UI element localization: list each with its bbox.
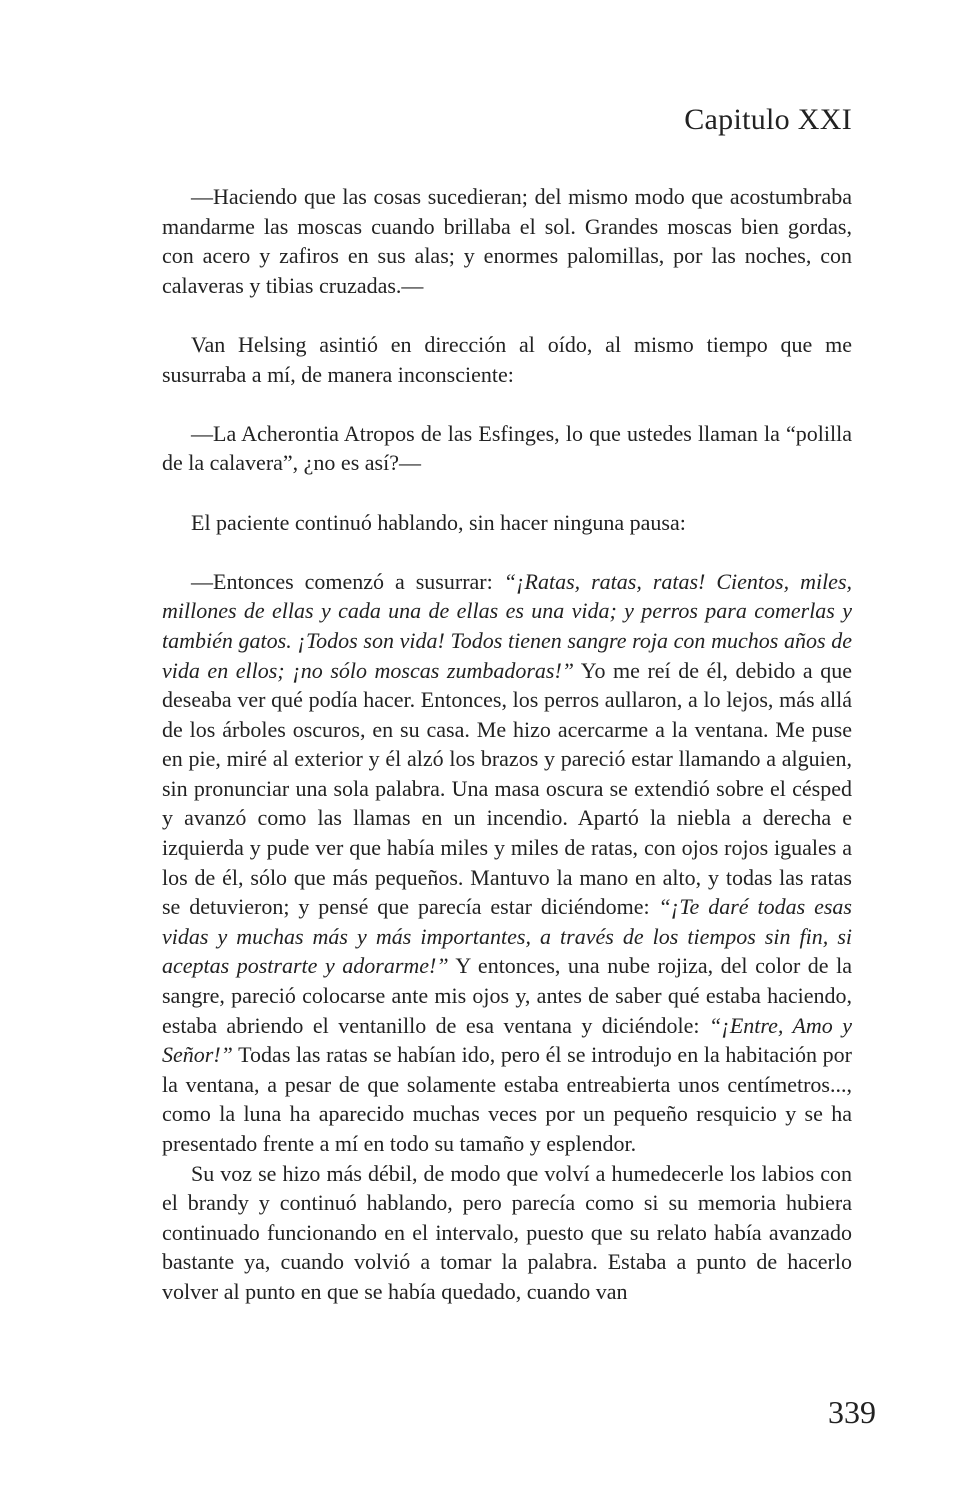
paragraph-5 — [162, 567, 852, 1159]
paragraph-5-quote-3: “¡Entre, Amo y Señor!” — [162, 1012, 853, 1068]
paragraph-3: —La Acherontia Atropos de las Esfinges, lo que ustedes llaman la “polilla de la calavera”, ¿no es así?— — [162, 420, 852, 476]
paragraph-5-text-3: Y entonces, una nube rojiza, del color de la sangre, pareció colocarse ante mis ojos y, antes de saber qué estaba haciendo, estaba abriendo el ventanillo de esa ventana y diciéndole: — [162, 953, 852, 1038]
paragraph-4: El paciente continuó hablando, sin hacer ninguna pausa: — [191, 509, 686, 535]
paragraph-1: —Haciendo que las cosas sucedieran; del mismo modo que acostumbraba mandarme las moscas cuando brillaba el sol. Grandes moscas bien gordas, con acero y zafiros en sus alas; y enormes palomillas, por las noches, con calaveras y tibias cruzadas.— — [162, 184, 852, 298]
page-number: 339 — [828, 1394, 876, 1430]
paragraph-6: Su voz se hizo más débil, de modo que volví a humedecerle los labios con el brandy y continuó hablando, pero parecía como si su memoria hubiera continuado funcionando en el intervalo, puesto que su relato había avanzado bastante ya, cuando volvió a tomar la palabra. Estaba a punto de hacerlo volver al punto en que se había quedado, cuando van — [162, 1160, 852, 1304]
paragraph-5-quote-2: “¡Te daré todas esas vidas y muchas más y más importantes, a través de los tiempos sin fin, si aceptas postrarte y adorarme!” — [162, 894, 852, 979]
paragraph-2: Van Helsing asintió en dirección al oído, al mismo tiempo que me susurraba a mí, de manera inconsciente: — [162, 331, 852, 387]
paragraph-5-text-1: —Entonces comenzó a susurrar: — [191, 568, 504, 594]
body-text — [162, 182, 852, 1307]
paragraph-5-quote-1: “¡Ratas, ratas, ratas! Cientos, miles, millones de ellas y cada una de ellas es una vida; y perros para comerlas y también gatos. ¡Todos son vida! Todos tienen sangre roja con muchos años de vida en ellos; ¡no sólo moscas zumbadoras!” — [162, 568, 853, 683]
paragraph-5-text-4: Todas las ratas se habían ido, pero él se introdujo en la habitación por la ventana, a pesar de que solamente estaba entreabierta unos centímetros..., como la luna ha aparecido muchas veces por un pequeño resquicio y se ha presentado frente a mí en todo su tamaño y esplendor. — [162, 1042, 852, 1156]
chapter-title: Capitulo XXI — [684, 103, 852, 136]
paragraph-5-text-2: Yo me reí de él, debido a que deseaba ver qué podía hacer. Entonces, los perros aullaron, a lo lejos, más allá de los árboles oscuros, en su casa. Me hizo acercarme a la ventana. Me puse en pie, miré al exterior y él alzó los brazos y pareció estar llamando a alguien, sin pronunciar una sola palabra. Una masa oscura se extendió sobre el césped y avanzó como las llamas en un incendio. Apartó la niebla a derecha e izquierda y pude ver que había miles y miles de ratas, con ojos rojos iguales a los de él, sólo que más pequeños. Mantuvo la mano en alto, y todas las ratas se detuvieron; y pensé que parecía estar diciéndome: — [162, 657, 853, 920]
